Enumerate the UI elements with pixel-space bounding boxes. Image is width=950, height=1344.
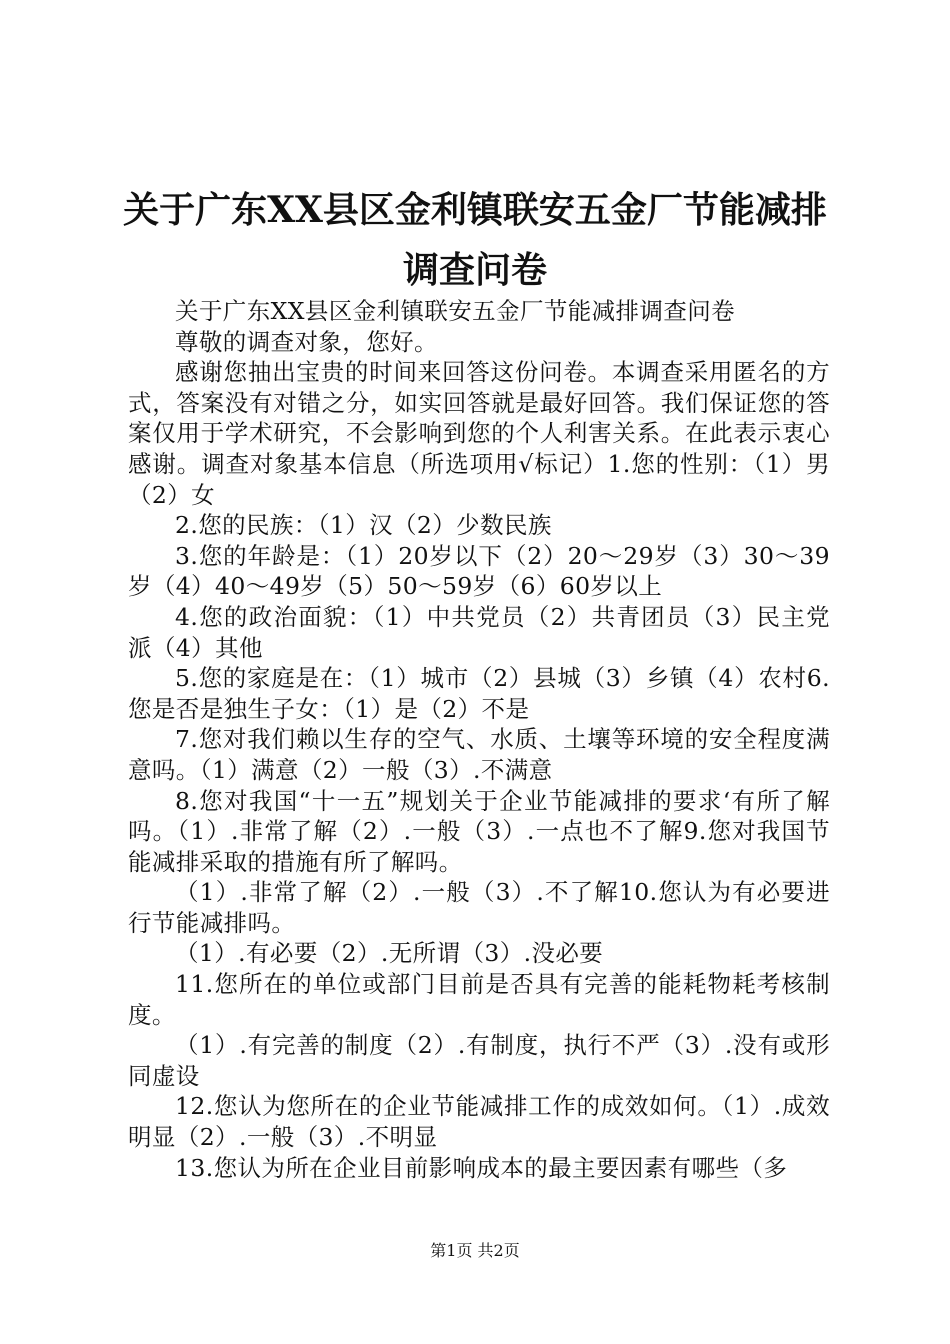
page-footer: 第1页 共2页 [430, 1241, 520, 1260]
paragraph-subtitle: 关于广东XX县区金利镇联安五金厂节能减排调查问卷 [175, 297, 736, 325]
document-title-line-1: 关于广东XX县区金利镇联安五金厂节能减排 [123, 189, 827, 231]
paragraph-greeting: 尊敬的调查对象，您好。 [175, 327, 438, 356]
question-assessment-system: 11.您所在的单位或部门目前是否具有完善的能耗物耗考核制度。 [128, 970, 830, 1029]
question-effectiveness: 12.您认为您所在的企业节能减排工作的成效如何。（1）.成效明显（2）.一般（3）.不明显 [128, 1092, 830, 1152]
paragraph-intro: 感谢您抽出宝贵的时间来回答这份问卷。本调查采用匿名的方式，答案没有对错之分，如实回答就是最好回答。我们保证您的答案仅用于学术研究，不会影响到您的个人利害关系。在此表示衷心感谢。调查对象基本信息（所选项用√标记）1.您的性别：（1）男（2）女 [128, 358, 830, 509]
answer-options-10: （1）.有必要（2）.无所谓（3）.没必要 [175, 939, 604, 968]
question-ethnicity: 2.您的民族：（1）汉（2）少数民族 [175, 511, 552, 540]
question-cost-factors: 13.您认为所在企业目前影响成本的最主要因素有哪些（多 [175, 1153, 788, 1182]
question-environment: 7.您对我们赖以生存的空气、水质、土壤等环境的安全程度满意吗。（1）满意（2）一般（3）.不满意 [128, 725, 830, 784]
answer-options-9: （1）.非常了解（2）.一般（3）.不了解10.您认为有必要进行节能减排吗。 [128, 878, 830, 937]
question-political-status: 4.您的政治面貌：（1）中共党员（2）共青团员（3）民主党派（4）其他 [128, 602, 830, 662]
document-body [128, 296, 830, 1183]
question-five-year-plan: 8.您对我国“十一五”规划关于企业节能减排的要求‘有所了解吗。（1）.非常了解（2）.一般（3）.一点也不了解9.您对我国节能减排采取的措施有所了解吗。 [128, 786, 830, 876]
answer-options-11: （1）.有完善的制度（2）.有制度，执行不严（3）.没有或形同虚设 [128, 1031, 830, 1090]
question-age: 3.您的年龄是：（1）20岁以下（2）20～29岁（3）30～39岁（4）40～49岁（5）50～59岁（6）60岁以上 [128, 541, 830, 601]
question-home-location: 5.您的家庭是在：（1）城市（2）县城（3）乡镇（4）农村6.您是否是独生子女：（1）是（2）不是 [128, 664, 830, 723]
document-title-line-2: 调查问卷 [402, 249, 547, 291]
